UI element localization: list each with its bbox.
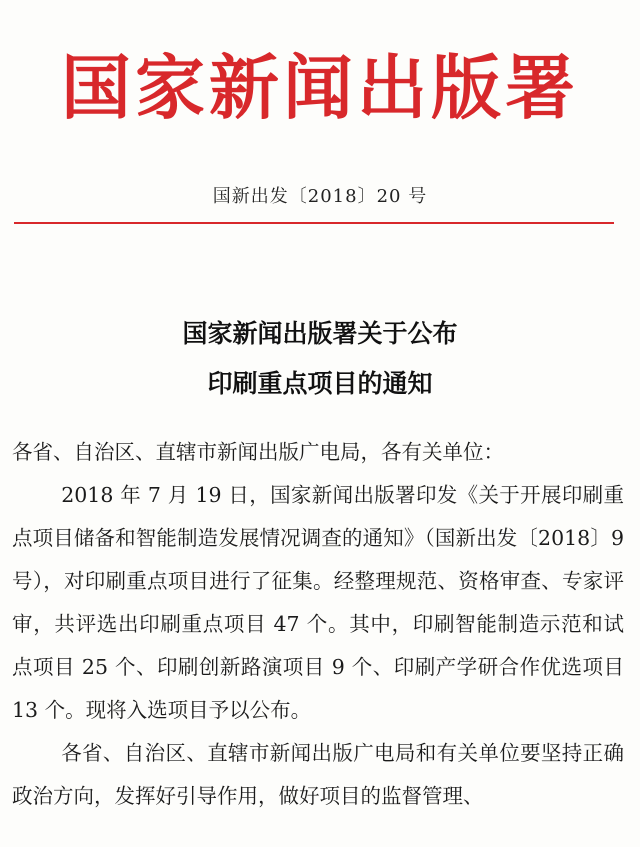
document-title-line-2: 印刷重点项目的通知 <box>207 369 433 398</box>
document-body <box>12 431 624 818</box>
document-title-line-1: 国家新闻出版署关于公布 <box>182 319 458 348</box>
salutation: 各省、自治区、直辖市新闻出版广电局，各有关单位： <box>12 440 504 464</box>
body-paragraph-2: 各省、自治区、直辖市新闻出版广电局和有关单位要坚持正确政治方向，发挥好引导作用，做好项目的监督管理、 <box>12 741 624 808</box>
body-paragraph-1: 2018 年 7 月 19 日，国家新闻出版署印发《关于开展印刷重点项目储备和智能制造发展情况调查的通知》（国新出发〔2018〕9 号），对印刷重点项目进行了征集。经整理规范、资格审查、专家评审，共评选出印刷重点项目 47 个。其中，印刷智能制造示范和试点项目 25 个、印刷创新路演项目 9 个、印刷产学研合作优选项目 13 个。现将入选项目予以公布。 <box>12 483 624 722</box>
masthead-title: 国家新闻出版署 <box>61 47 579 129</box>
red-divider-rule <box>14 222 614 224</box>
document-number: 国新出发〔2018〕20 号 <box>212 186 428 207</box>
